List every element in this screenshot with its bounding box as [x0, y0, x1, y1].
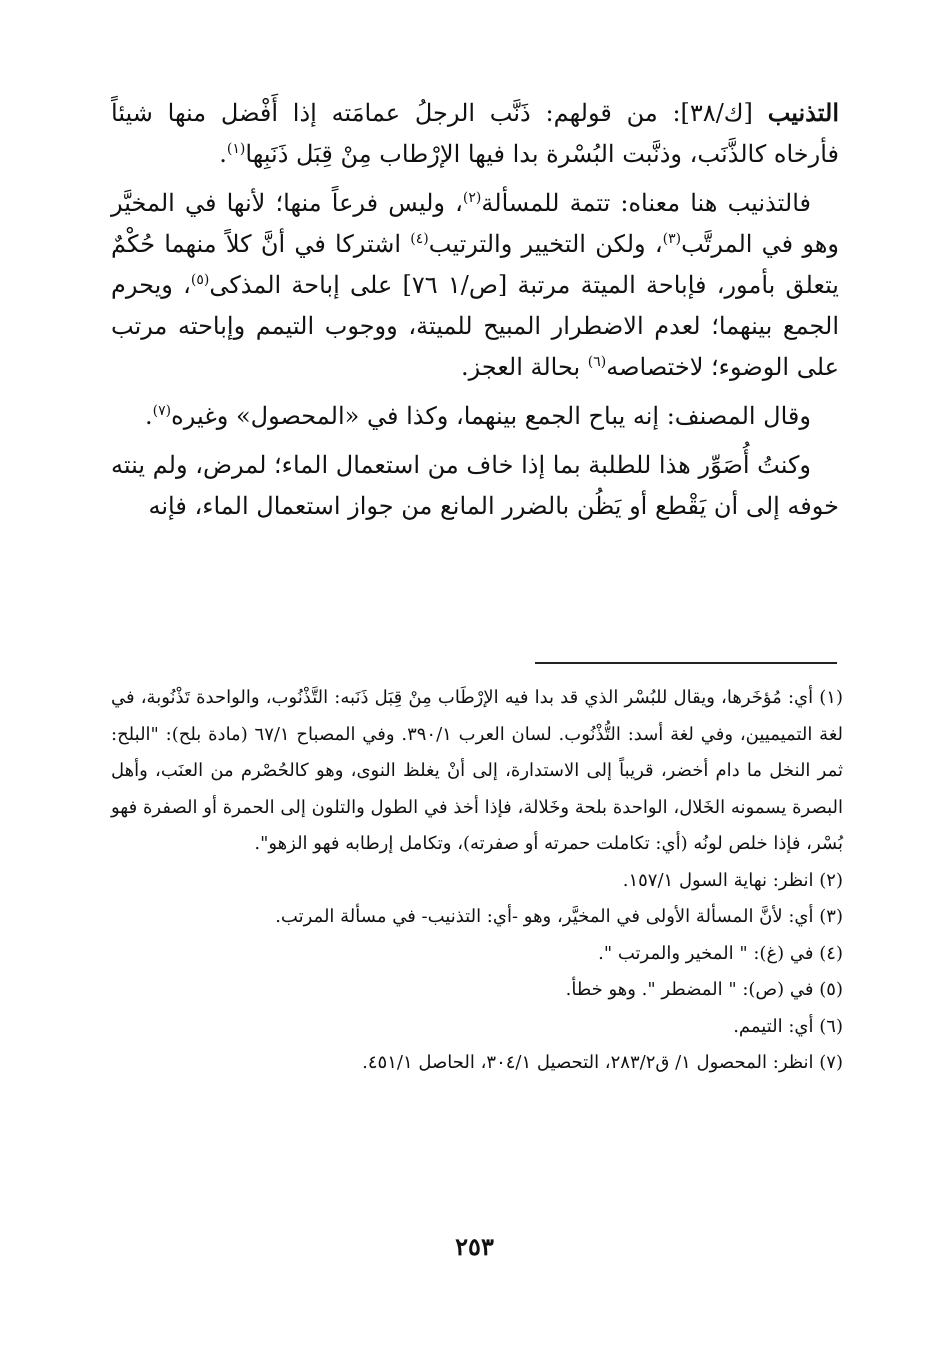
footnote-ref-7[interactable]: (٧) [152, 403, 172, 419]
paragraph-2-text-e: ، ويحرم الجمع بينهما؛ لعدم الاضطرار المبيح للميتة، ووجوب التيمم وإباحته مرتب على الوضوء؛ لاختصاصه [111, 271, 839, 381]
footnote-6 [111, 1009, 843, 1046]
paragraph-2-text-d: اشتركا في أنَّ كلاً منهما حُكْمٌ يتعلق بأمور، فإباحة الميتة مرتبة [ص/١ ٧٦] على إباحة المذكى [111, 230, 839, 299]
footnote-text: أي: التيمم. [733, 1015, 814, 1037]
footnote-2 [111, 863, 843, 900]
footnote-number: (٣) [819, 906, 843, 927]
paragraph-2-text-a: فالتذنيب هنا معناه: تتمة للمسألة [481, 189, 811, 217]
footnote-number: (٤) [819, 942, 843, 964]
footnote-ref-3[interactable]: (٣) [662, 231, 682, 247]
paragraph-3-text-a: وقال المصنف: إنه يباح الجمع بينهما، وكذا في «المحصول» وغيره [171, 402, 811, 430]
footnote-1 [111, 680, 843, 863]
footnote-ref-5[interactable]: (٥) [190, 272, 210, 288]
footnote-text: في (غ): " المخير والمرتب ". [598, 942, 814, 964]
footnote-ref-2[interactable]: (٢) [462, 190, 482, 206]
heading-term: التذنيب [767, 98, 839, 127]
footnote-text: أي: لأنَّ المسألة الأولى في المخيَّر، وهو -أي: التذنيب- في مسألة المرتب. [275, 906, 814, 927]
footnote-number: (٢) [819, 869, 843, 891]
footnote-number: (٦) [819, 1015, 843, 1037]
main-text [111, 92, 839, 527]
footnote-7 [111, 1045, 843, 1082]
paragraph-2 [111, 183, 839, 388]
paragraph-3-text-b: . [145, 402, 153, 430]
footnote-ref-1[interactable]: (١) [226, 141, 246, 157]
footnote-number: (٧) [819, 1052, 843, 1073]
paragraph-2-text-c: ، ولكن التخيير والترتيب [428, 230, 663, 258]
footnote-text: في (ص): " المضطر ". وهو خطأ. [565, 979, 814, 1000]
paragraph-4 [111, 445, 839, 527]
footnote-text: أي: مُؤخَرها، ويقال للبُسْر الذي قد بدا فيه الإرْطَاب مِنْ قِبَل ذَنَبه: التَّذْنُوب، والواحدة تَذْنُوبة، في لغة التميميين، وفي لغة أسد: التُّذْنُوب. لسان العرب ٣٩٠/١. وفي المصباح ٦٧/١ (مادة بلح): "البلح: ثمر النخل ما دام أخضر، قريباً إلى الاستدارة، إلى أنْ يغلظ النوى، وهو كالحُصْرم من العنَب، وأهل البصرة يسمونه الخَلال، الواحدة بلحة وخَلالة، فإذا أخذ في الطول والتلون إلى الحمرة أو الصفرة فهو بُسْر، فإذا خلص لونُه (أي: تكاملت حمرته أو صفرته)، وتكامل إرطابه فهو الزهو". [111, 687, 843, 854]
footnote-number: (٥) [819, 979, 843, 1000]
paragraph-2-text-f: بحالة العجز. [460, 353, 588, 381]
footnote-number: (١) [819, 687, 843, 708]
footnotes [111, 680, 843, 1082]
footnote-ref-6[interactable]: (٦) [587, 354, 607, 370]
paragraph-3 [111, 396, 839, 437]
footnote-text: انظر: المحصول ١/ ق٢٨٣/٢، التحصيل ٣٠٤/١، الحاصل ٤٥١/١. [362, 1052, 814, 1073]
footnote-4 [111, 936, 843, 973]
page-number: ٢٥٣ [455, 1232, 494, 1261]
footnote-text: انظر: نهاية السول ١٥٧/١. [622, 869, 814, 891]
footnote-ref-4[interactable]: (٤) [410, 231, 429, 247]
footnote-5 [111, 972, 843, 1009]
footnote-separator [535, 662, 837, 664]
paragraph-1 [111, 92, 839, 175]
footnote-3 [111, 899, 843, 936]
paragraph-2-text-b: ، وليس فرعاً منها؛ لأنها في المخيَّر وهو في المرتَّب [111, 189, 839, 258]
paragraph-1-text: [ك/٣٨]: من قولهم: ذَنَّب الرجلُ عمامَته إذا أَفْضل منها شيئاً فأرخاه كالذَّنَب، وذنَّبت البُسْرة بدا فيها الإرْطاب مِنْ قِبَل ذَنَبِها [111, 99, 839, 168]
paragraph-4-text: وكنتُ أُصَوِّر هذا للطلبة بما إذا خاف من استعمال الماء؛ لمرض، ولم ينته خوفه إلى أن يَقْطع أو يَظُن بالضرر المانع من جواز استعمال الماء، فإنه [111, 451, 839, 520]
paragraph-1-end: . [219, 140, 227, 168]
